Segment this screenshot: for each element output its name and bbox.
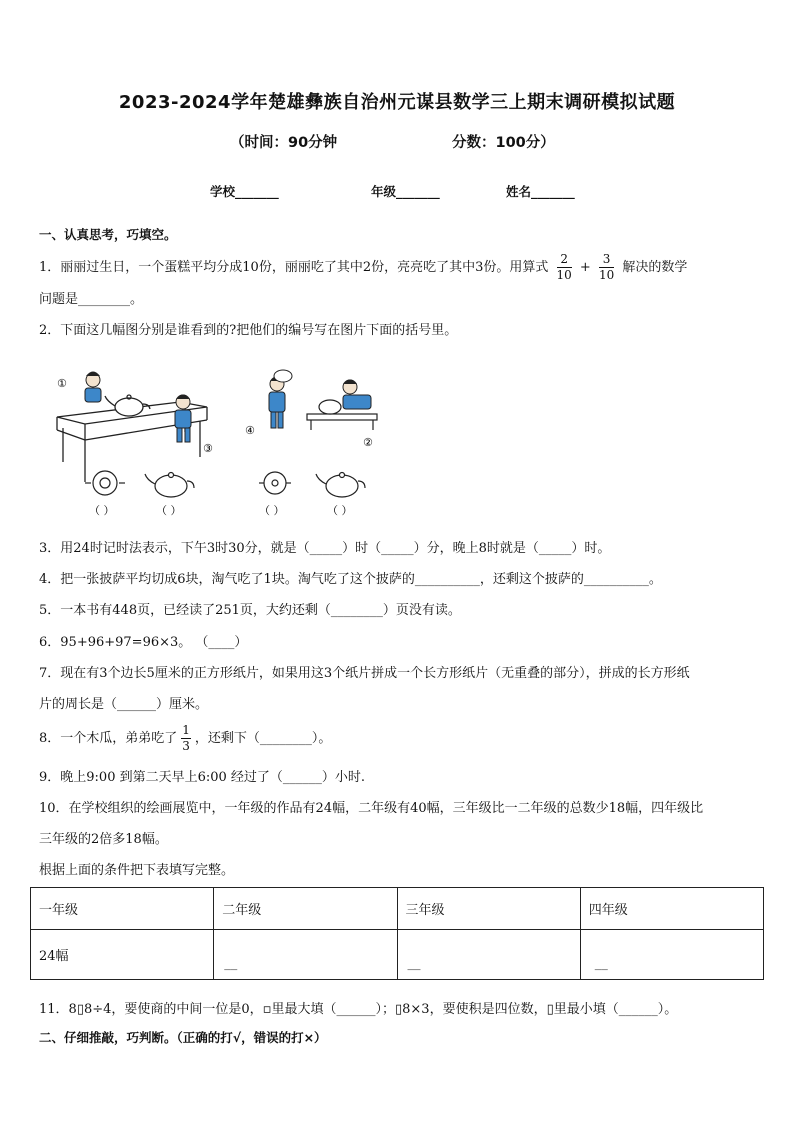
name-field: 姓名_______	[506, 184, 575, 199]
works-table	[30, 887, 764, 980]
question-7-line-2: 片的周长是（______）厘米。	[39, 697, 209, 712]
school-field: 学校_______	[210, 184, 279, 199]
question-6: 6．95+96+97=96×3。 （____）	[39, 635, 248, 650]
teapot-view-2	[145, 473, 194, 498]
question-1-text-b: 解决的数学	[622, 260, 688, 275]
exam-time: （时间：90分钟	[230, 135, 338, 151]
fraction-3-10: $\frac{3}{10}$	[598, 252, 615, 282]
question-11: 11．8▯8÷4，要使商的中间一位是0，▫里最大填（______）；▯8×3，要使积是四位数，▯里最小填（______）。	[39, 1002, 678, 1017]
teapot-illustration	[45, 362, 405, 522]
teapot-view-1	[85, 471, 125, 495]
table-header-row	[31, 888, 764, 930]
table-row	[31, 930, 764, 980]
plus-sign: +	[579, 260, 591, 275]
table-header-cell: 一年级	[31, 888, 214, 930]
child-4-figure	[269, 370, 292, 428]
blank-4: （ ）	[327, 504, 353, 517]
page-title: 2023-2024学年楚雄彝族自治州元谋县数学三上期末调研模拟试题	[118, 92, 676, 113]
teapot-view-4	[316, 473, 365, 498]
question-8	[39, 723, 331, 754]
blank-1: （ ）	[89, 504, 115, 517]
question-8-text-b: ，还剩下（________）。	[194, 731, 332, 746]
question-10-instruction: 根据上面的条件把下表填写完整。	[39, 863, 235, 878]
grade-field: 年级_______	[371, 184, 440, 199]
label-3: ③	[203, 442, 213, 455]
question-9: 9．晚上9:00 到第二天早上6:00 经过了（______）小时.	[39, 770, 366, 785]
question-7-line-1: 7．现在有3个边长5厘米的正方形纸片，如果用这3个纸片拼成一个长方形纸片（无重叠的部分），拼成的长方形纸	[39, 666, 690, 681]
question-8-text-a: 8．一个木瓜，弟弟吃了	[39, 731, 178, 746]
teapot-view-3	[259, 472, 291, 494]
table-cell: __	[580, 930, 763, 980]
child-3-figure	[175, 395, 191, 443]
question-1-text-a: 1．丽丽过生日，一个蛋糕平均分成10份，丽丽吃了其中2份，亮亮吃了其中3份。用算式	[39, 260, 549, 275]
table-header-cell: 三年级	[397, 888, 580, 930]
child-2-figure	[343, 380, 371, 410]
fraction-1-3: $\frac{1}{3}$	[182, 723, 190, 753]
label-1: ①	[57, 377, 67, 390]
table-cell: __	[397, 930, 580, 980]
question-1	[39, 252, 687, 283]
table-header-cell: 二年级	[214, 888, 397, 930]
question-4: 4．把一张披萨平均切成6块，淘气吃了1块。淘气吃了这个披萨的__________，还剩这个披萨的__________。	[39, 572, 662, 587]
exam-score: 分数：100分）	[452, 135, 555, 151]
fraction-2-10: $\frac{2}{10}$	[556, 252, 572, 282]
blank-3: （ ）	[259, 504, 285, 517]
blank-2: （ ）	[156, 504, 182, 517]
question-5: 5．一本书有448页，已经读了251页，大约还剩（________）页没有读。	[39, 603, 461, 618]
question-2: 2．下面这几幅图分别是谁看到的?把他们的编号写在图片下面的括号里。	[39, 323, 458, 338]
table-header-cell: 四年级	[580, 888, 763, 930]
label-2: ②	[363, 436, 373, 449]
question-10-line-2: 三年级的2倍多18幅。	[39, 832, 168, 847]
question-1-answer: 问题是________。	[39, 292, 144, 307]
table-cell: 24幅	[31, 930, 214, 980]
label-4: ④	[245, 424, 255, 437]
question-3: 3．用24时记时法表示，下午3时30分，就是（_____）时（_____）分，晚上8时就是（_____）时。	[39, 541, 611, 556]
section-2-heading: 二、仔细推敲，巧判断。（正确的打√，错误的打×）	[39, 1030, 327, 1045]
section-1-heading: 一、认真思考，巧填空。	[39, 227, 177, 242]
child-1-figure	[85, 372, 101, 403]
table-cell: __	[214, 930, 397, 980]
question-10-line-1: 10．在学校组织的绘画展览中，一年级的作品有24幅，二年级有40幅，三年级比一二年级的总数少18幅，四年级比	[39, 801, 704, 816]
